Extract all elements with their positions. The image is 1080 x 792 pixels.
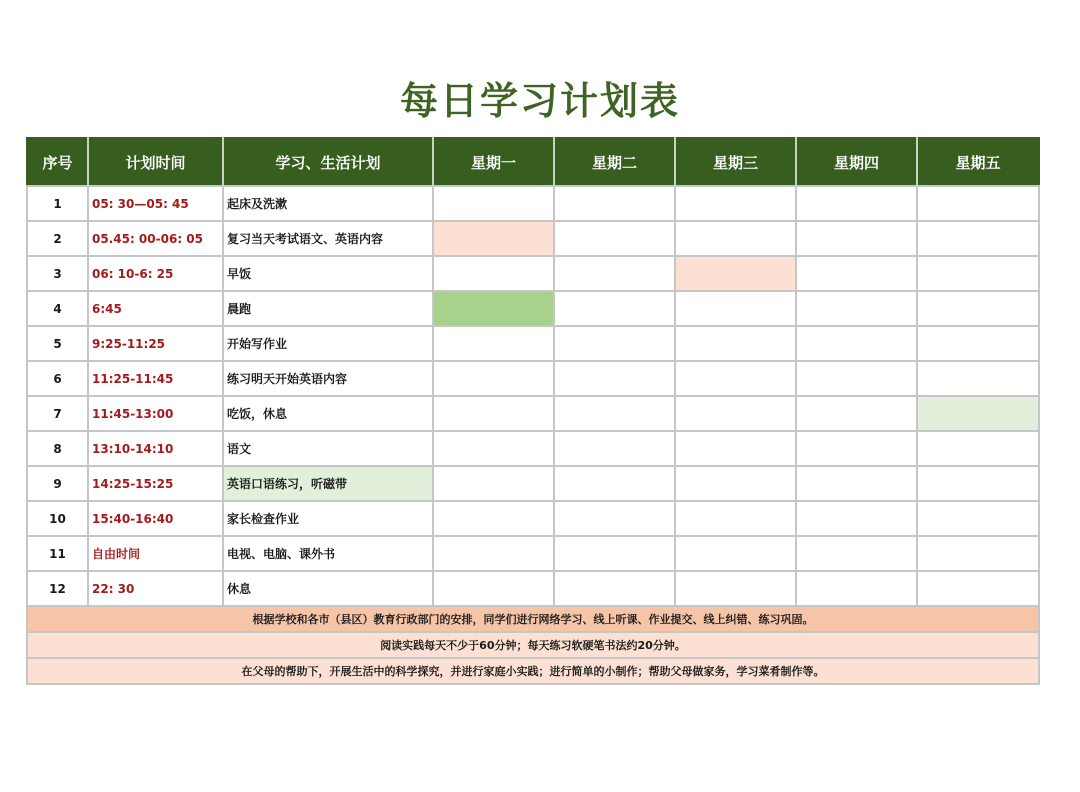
row-plan[interactable]: 练习明天开始英语内容 <box>223 361 433 396</box>
cell-friday[interactable] <box>917 571 1039 606</box>
row-plan[interactable]: 语文 <box>223 431 433 466</box>
cell-tuesday[interactable] <box>554 256 675 291</box>
cell-tuesday[interactable] <box>554 326 675 361</box>
cell-friday[interactable] <box>917 186 1039 221</box>
cell-thursday[interactable] <box>796 326 917 361</box>
table-row <box>27 256 1039 291</box>
cell-thursday[interactable] <box>796 361 917 396</box>
note-text: 阅读实践每天不少于60分钟；每天练习软硬笔书法约20分钟。 <box>27 632 1039 658</box>
cell-monday[interactable] <box>433 256 554 291</box>
page-title: 每日学习计划表 <box>399 79 680 123</box>
row-time[interactable]: 14:25-15:25 <box>88 466 223 501</box>
cell-friday[interactable] <box>917 291 1039 326</box>
table-row <box>27 361 1039 396</box>
cell-wednesday[interactable] <box>675 326 796 361</box>
cell-thursday[interactable] <box>796 466 917 501</box>
row-plan[interactable]: 休息 <box>223 571 433 606</box>
cell-tuesday[interactable] <box>554 501 675 536</box>
row-plan[interactable]: 电视、电脑、课外书 <box>223 536 433 571</box>
cell-tuesday[interactable] <box>554 396 675 431</box>
cell-wednesday[interactable] <box>675 291 796 326</box>
row-plan[interactable]: 吃饭，休息 <box>223 396 433 431</box>
cell-wednesday[interactable] <box>675 536 796 571</box>
cell-wednesday[interactable] <box>675 466 796 501</box>
header-thursday: 星期四 <box>796 138 917 186</box>
row-number: 1 <box>27 186 88 221</box>
cell-friday[interactable] <box>917 536 1039 571</box>
cell-tuesday[interactable] <box>554 466 675 501</box>
cell-monday[interactable] <box>433 221 554 256</box>
header-seq: 序号 <box>27 138 88 186</box>
cell-thursday[interactable] <box>796 396 917 431</box>
table-row <box>27 221 1039 256</box>
cell-wednesday[interactable] <box>675 396 796 431</box>
cell-monday[interactable] <box>433 291 554 326</box>
cell-friday[interactable] <box>917 501 1039 536</box>
cell-thursday[interactable] <box>796 221 917 256</box>
cell-tuesday[interactable] <box>554 536 675 571</box>
row-number: 6 <box>27 361 88 396</box>
row-plan[interactable]: 开始写作业 <box>223 326 433 361</box>
header-wednesday: 星期三 <box>675 138 796 186</box>
row-time[interactable]: 6:45 <box>88 291 223 326</box>
cell-thursday[interactable] <box>796 256 917 291</box>
cell-wednesday[interactable] <box>675 221 796 256</box>
cell-thursday[interactable] <box>796 571 917 606</box>
cell-thursday[interactable] <box>796 291 917 326</box>
note-row <box>27 658 1039 684</box>
cell-thursday[interactable] <box>796 186 917 221</box>
row-number: 7 <box>27 396 88 431</box>
header-friday: 星期五 <box>917 138 1039 186</box>
cell-friday[interactable] <box>917 326 1039 361</box>
note-row <box>27 606 1039 632</box>
row-plan[interactable]: 家长检查作业 <box>223 501 433 536</box>
cell-monday[interactable] <box>433 326 554 361</box>
row-number: 4 <box>27 291 88 326</box>
row-number: 11 <box>27 536 88 571</box>
cell-friday[interactable] <box>917 256 1039 291</box>
row-number: 9 <box>27 466 88 501</box>
header-plan: 学习、生活计划 <box>223 138 433 186</box>
row-number: 5 <box>27 326 88 361</box>
schedule-table-container <box>26 137 1040 685</box>
cell-friday[interactable] <box>917 221 1039 256</box>
table-row <box>27 326 1039 361</box>
cell-tuesday[interactable] <box>554 221 675 256</box>
row-time[interactable]: 05: 30—05: 45 <box>88 186 223 221</box>
row-plan[interactable]: 晨跑 <box>223 291 433 326</box>
cell-tuesday[interactable] <box>554 291 675 326</box>
header-monday: 星期一 <box>433 138 554 186</box>
cell-tuesday[interactable] <box>554 361 675 396</box>
header-time: 计划时间 <box>88 138 223 186</box>
table-row <box>27 431 1039 466</box>
cell-wednesday[interactable] <box>675 431 796 466</box>
note-row <box>27 632 1039 658</box>
schedule-table <box>26 137 1040 685</box>
row-time[interactable]: 9:25-11:25 <box>88 326 223 361</box>
cell-monday[interactable] <box>433 466 554 501</box>
note-text: 在父母的帮助下，开展生活中的科学探究，并进行家庭小实践；进行简单的小制作；帮助父母做家务，学习菜肴制作等。 <box>27 658 1039 684</box>
table-row <box>27 396 1039 431</box>
table-row <box>27 571 1039 606</box>
cell-thursday[interactable] <box>796 501 917 536</box>
header-tuesday: 星期二 <box>554 138 675 186</box>
header-row <box>27 138 1039 186</box>
cell-wednesday[interactable] <box>675 501 796 536</box>
cell-thursday[interactable] <box>796 431 917 466</box>
table-row <box>27 186 1039 221</box>
row-time[interactable]: 06: 10-6: 25 <box>88 256 223 291</box>
row-time[interactable]: 15:40-16:40 <box>88 501 223 536</box>
cell-wednesday[interactable] <box>675 256 796 291</box>
row-number: 10 <box>27 501 88 536</box>
note-text: 根据学校和各市（县区）教育行政部门的安排，同学们进行网络学习、线上听课、作业提交、线上纠错、练习巩固。 <box>27 606 1039 632</box>
cell-friday[interactable] <box>917 396 1039 431</box>
cell-tuesday[interactable] <box>554 431 675 466</box>
cell-monday[interactable] <box>433 431 554 466</box>
row-time[interactable]: 05.45: 00-06: 05 <box>88 221 223 256</box>
row-time[interactable]: 自由时间 <box>88 536 223 571</box>
cell-friday[interactable] <box>917 361 1039 396</box>
row-plan[interactable]: 早饭 <box>223 256 433 291</box>
cell-tuesday[interactable] <box>554 571 675 606</box>
row-plan[interactable]: 英语口语练习，听磁带 <box>223 466 433 501</box>
table-row <box>27 501 1039 536</box>
cell-monday[interactable] <box>433 396 554 431</box>
cell-monday[interactable] <box>433 571 554 606</box>
row-number: 3 <box>27 256 88 291</box>
row-time[interactable]: 13:10-14:10 <box>88 431 223 466</box>
cell-friday[interactable] <box>917 431 1039 466</box>
row-time[interactable]: 11:45-13:00 <box>88 396 223 431</box>
row-plan[interactable]: 起床及洗漱 <box>223 186 433 221</box>
cell-friday[interactable] <box>917 466 1039 501</box>
row-time[interactable]: 11:25-11:45 <box>88 361 223 396</box>
cell-monday[interactable] <box>433 186 554 221</box>
table-row <box>27 536 1039 571</box>
cell-wednesday[interactable] <box>675 361 796 396</box>
table-row <box>27 291 1039 326</box>
cell-wednesday[interactable] <box>675 571 796 606</box>
row-time[interactable]: 22: 30 <box>88 571 223 606</box>
cell-tuesday[interactable] <box>554 186 675 221</box>
row-plan[interactable]: 复习当天考试语文、英语内容 <box>223 221 433 256</box>
row-number: 2 <box>27 221 88 256</box>
cell-wednesday[interactable] <box>675 186 796 221</box>
cell-monday[interactable] <box>433 361 554 396</box>
row-number: 8 <box>27 431 88 466</box>
row-number: 12 <box>27 571 88 606</box>
cell-monday[interactable] <box>433 536 554 571</box>
cell-monday[interactable] <box>433 501 554 536</box>
table-row <box>27 466 1039 501</box>
cell-thursday[interactable] <box>796 536 917 571</box>
